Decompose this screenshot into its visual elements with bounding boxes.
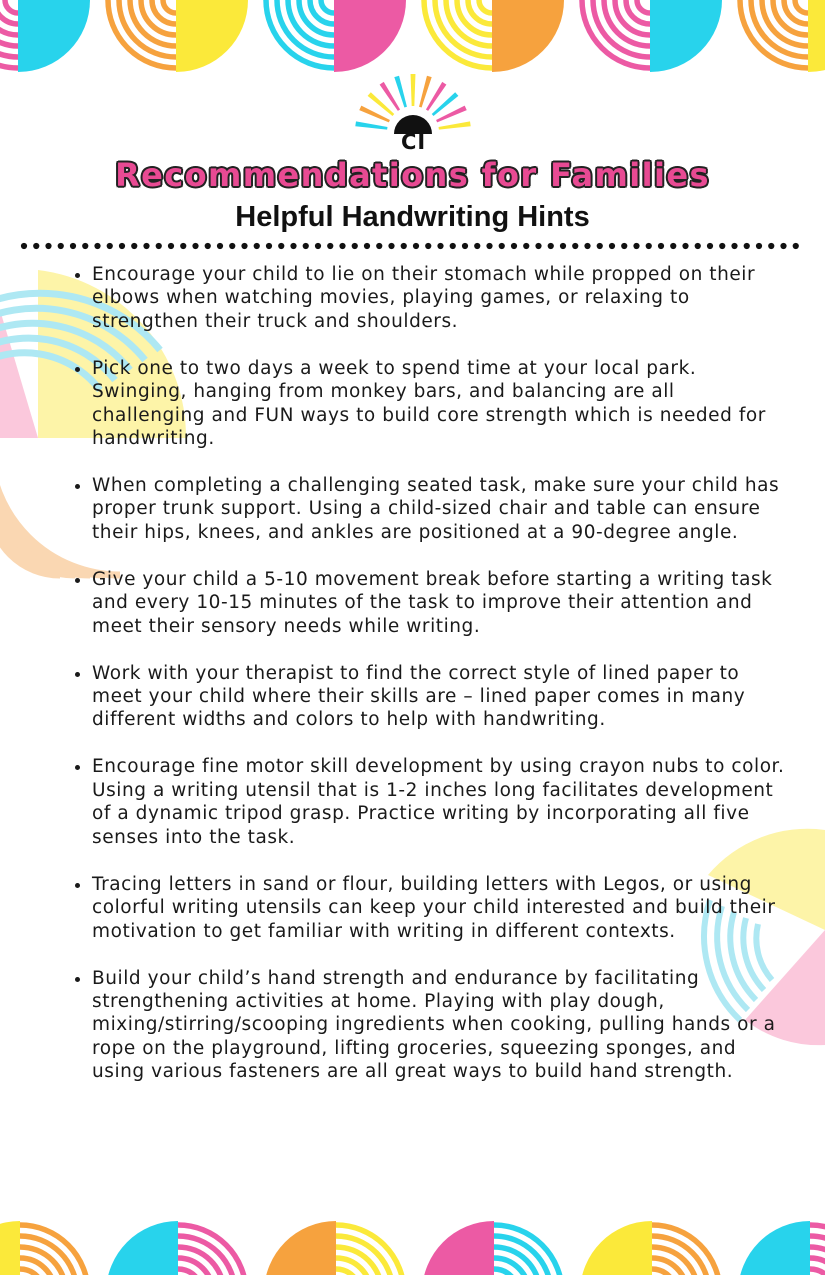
- list-item: • Work with your therapist to find the correct style of lined paper to meet your child where their skills are – lined paper comes in many different widths and colors to help with handwriting.: [92, 662, 792, 732]
- list-item: • Encourage your child to lie on their stomach while propped on their elbows when watching movies, playing games, or relaxing to strengthen their truck and shoulders.: [92, 263, 792, 333]
- list-item: • When completing a challenging seated task, make sure your child has proper trunk support. Using a child-sized chair and table can ensure their hips, knees, and ankles are positioned at a 90-degree angle.: [92, 474, 792, 544]
- dotted-divider: [20, 239, 800, 253]
- list-item: • Tracing letters in sand or flour, building letters with Legos, or using colorful writing utensils can keep your child interested and build their motivation to get familiar with writing in different contexts.: [92, 873, 792, 943]
- list-item: • Encourage fine motor skill development by using crayon nubs to color. Using a writing utensil that is 1-2 inches long facilitates development of a dynamic tripod grasp. Practice writing by incorporating all five senses into the task.: [92, 755, 792, 849]
- page-subtitle: Helpful Handwriting Hints: [235, 201, 590, 233]
- bottom-decorative-border: [0, 1218, 825, 1275]
- ci-logo-sunburst: [342, 72, 484, 134]
- list-item: • Build your child’s hand strength and endurance by facilitating strengthening activities at home. Playing with play dough, mixing/stirring/scooping ingredients when cooking, pulling hands or a rope on the playground, lifting groceries, squeezing sponges, and using various fasteners are all great ways to build hand strength.: [92, 967, 792, 1084]
- page-title: Recommendations for Families: [115, 156, 710, 194]
- logo-text: CI: [401, 130, 427, 154]
- hints-list: [62, 263, 792, 1107]
- top-decorative-border: [0, 0, 825, 75]
- list-item: • Give your child a 5-10 movement break before starting a writing task and every 10-15 minutes of the task to improve their attention and meet their sensory needs while writing.: [92, 568, 792, 638]
- list-item: • Pick one to two days a week to spend time at your local park. Swinging, hanging from monkey bars, and balancing are all challenging and FUN ways to build core strength which is needed for handwriting.: [92, 357, 792, 451]
